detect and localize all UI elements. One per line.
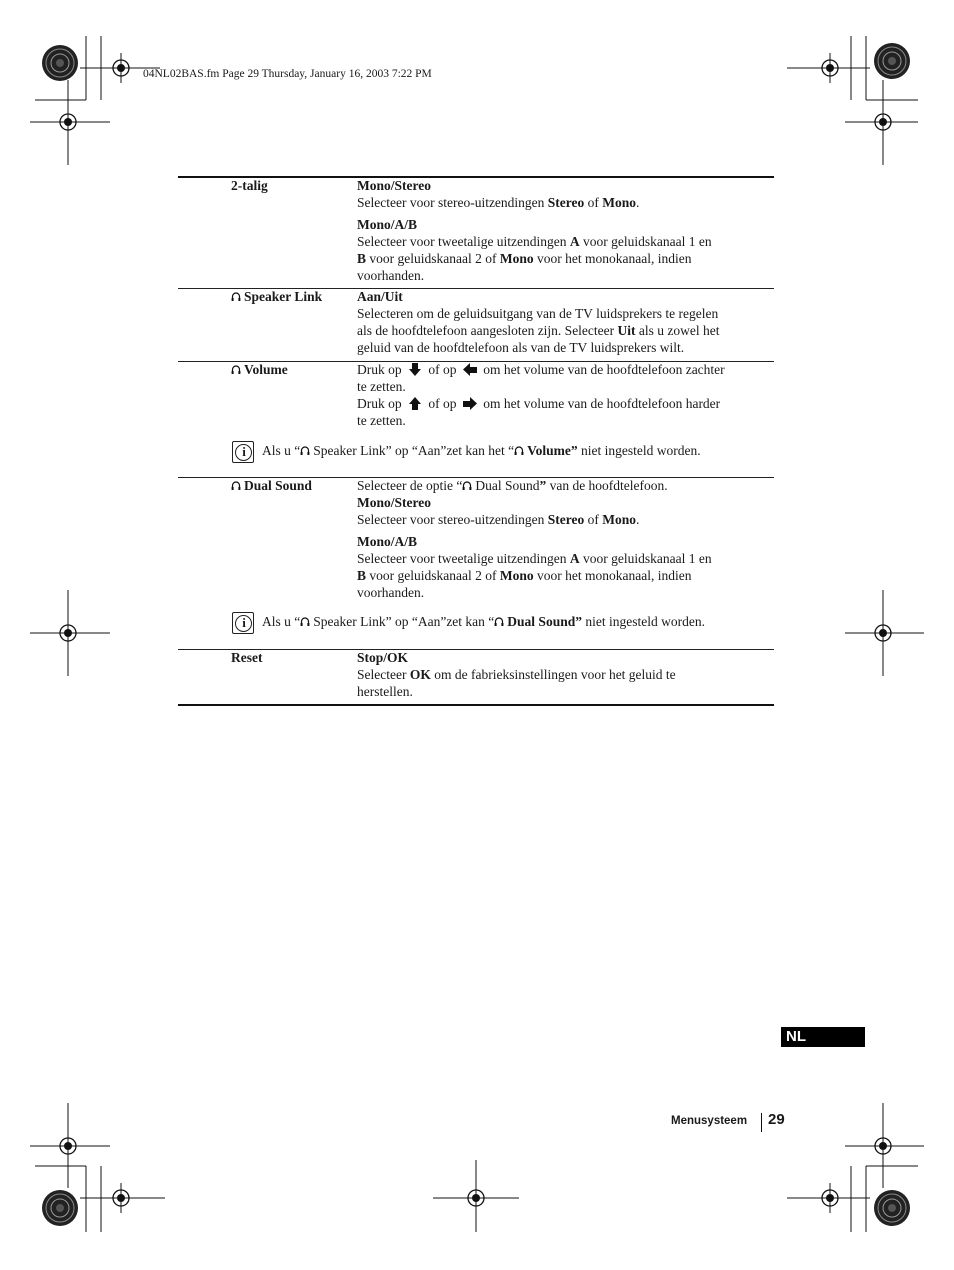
headphone-icon <box>494 616 504 627</box>
option-mono-a-b: Mono/A/B <box>357 534 418 549</box>
headphone-icon <box>514 445 524 456</box>
info-icon <box>232 441 254 463</box>
row-desc-volume: Druk op of op om het volume van de hoofdtelefoon zachter te zetten. Druk op of op om het volume van de hoofdtelefoon harder te zetten. <box>357 362 725 428</box>
row-desc-speaker-link: Aan/Uit Selecteren om de geluidsuitgang van de TV luidsprekers te regelen als de hoofdtelefoon aangesloten zijn. Selecteer Uit als u zowel het geluid van de hoofdtelefoon als van de TV luidsprekers wilt. <box>357 288 775 356</box>
option-aan-uit: Aan/Uit <box>357 289 403 304</box>
file-info-header: 04NL02BAS.fm Page 29 Thursday, January 16, 2003 7:22 PM <box>143 68 432 80</box>
headphone-icon <box>300 445 310 456</box>
table-bottom-rule <box>178 704 774 706</box>
row-desc-2-talig: Mono/Stereo Selecteer voor stereo-uitzendingen Stereo of Mono. Mono/A/B Selecteer voor tweetalige uitzendingen A voor geluidskanaal 1 en B voor geluidskanaal 2 of Mono voor het monokanaal, indien voorhanden. <box>357 177 775 284</box>
row-desc-reset: Stop/OK Selecteer OK om de fabrieksinstellingen voor het geluid te herstellen. <box>357 649 775 700</box>
row-label-reset: Reset <box>231 650 263 665</box>
headphone-icon <box>462 480 472 491</box>
option-mono-stereo: Mono/Stereo <box>357 495 431 510</box>
option-mono-stereo: Mono/Stereo <box>357 178 431 193</box>
footer-section-title: Menusysteem <box>671 1115 748 1127</box>
page-number: 29 <box>768 1111 785 1128</box>
info-icon <box>232 612 254 634</box>
option-stop-ok: Stop/OK <box>357 650 409 665</box>
arrow-down-icon <box>408 363 422 376</box>
footer-separator <box>761 1113 762 1132</box>
row-desc-dual-sound: Selecteer de optie “ Dual Sound” van de hoofdtelefoon. Mono/Stereo Selecteer voor stereo-uitzendingen Stereo of Mono. Mono/A/B Selecteer voor tweetalige uitzendingen A voor geluidskanaal 1 en B voor geluidskanaal 2 of Mono voor het monokanaal, indien voorhanden. <box>357 477 775 601</box>
row-label-volume: Volume <box>231 361 288 378</box>
info-note-volume: iAls u “ Speaker Link” op “Aan”zet kan het “ Volume” niet ingesteld worden. <box>232 441 701 463</box>
row-label-dual-sound: Dual Sound <box>231 477 312 494</box>
headphone-icon <box>231 480 241 491</box>
headphone-icon <box>300 616 310 627</box>
language-tab: NL <box>781 1027 865 1047</box>
option-mono-a-b: Mono/A/B <box>357 217 418 232</box>
row-label-2-talig: 2-talig <box>231 178 268 193</box>
arrow-right-icon <box>463 397 477 410</box>
headphone-icon <box>231 364 241 375</box>
info-note-dual-sound: iAls u “ Speaker Link” op “Aan”zet kan “ Dual Sound” niet ingesteld worden. <box>232 612 705 634</box>
row-label-speaker-link: Speaker Link <box>231 288 322 305</box>
arrow-left-icon <box>463 363 477 376</box>
arrow-up-icon <box>408 397 422 410</box>
headphone-icon <box>231 291 241 302</box>
